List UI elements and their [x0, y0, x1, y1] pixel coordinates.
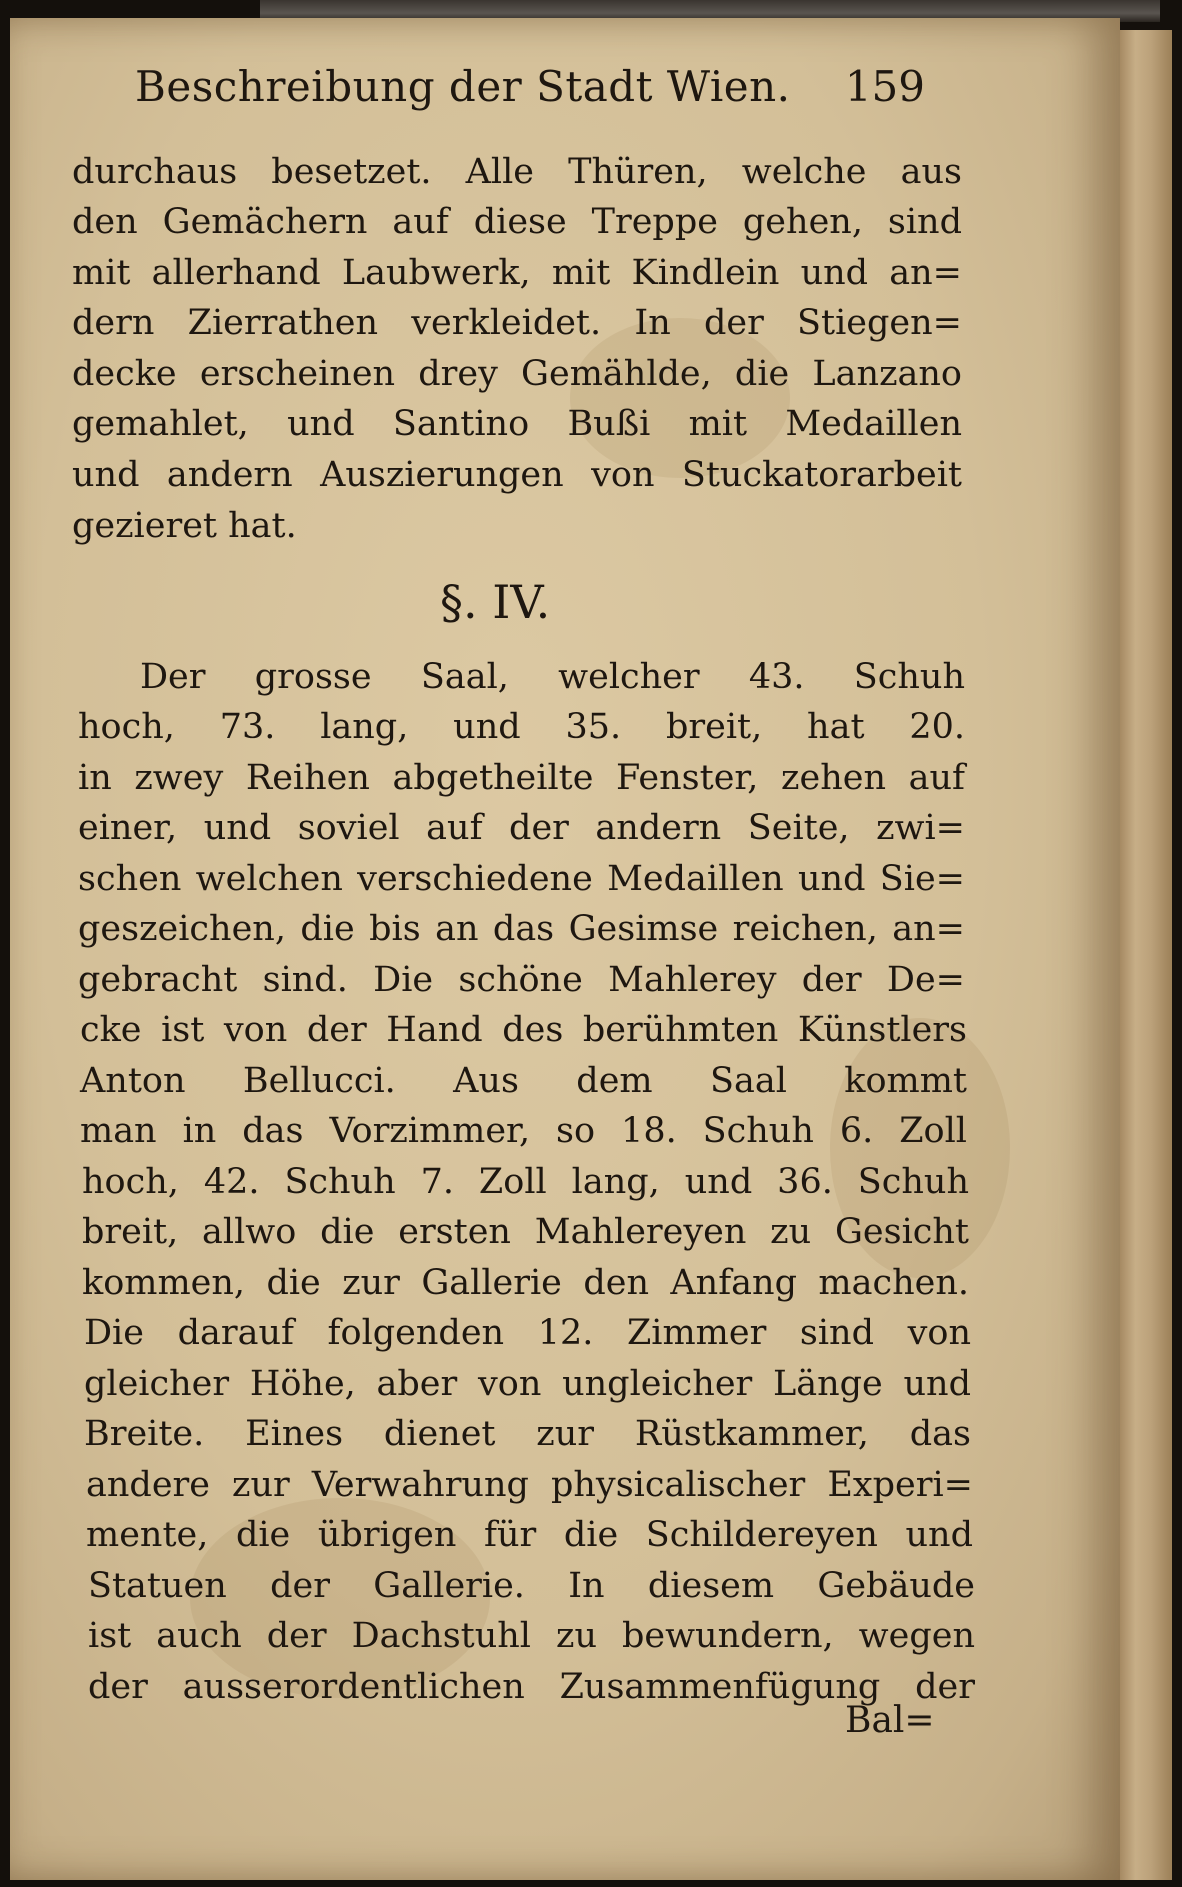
running-title: Beschreibung der Stadt Wien.	[135, 62, 791, 111]
text-line: einer, und soviel auf der andern Seite, zwi=	[78, 808, 965, 848]
text-line: der ausserordentlichen Zusammenfügung der	[88, 1667, 975, 1707]
text-line: hoch, 42. Schuh 7. Zoll lang, und 36. Schuh	[82, 1162, 969, 1202]
text-line: cke ist von der Hand des berühmten Künstlers	[80, 1010, 967, 1050]
page-edge	[1120, 30, 1172, 1880]
text-line-last: gezieret hat.	[72, 506, 297, 546]
text-line: Breite. Eines dienet zur Rüstkammer, das	[84, 1414, 971, 1454]
text-line: und andern Auszierungen von Stuckatorarbeit	[72, 455, 962, 495]
text-line: Die darauf folgenden 12. Zimmer sind von	[84, 1313, 971, 1353]
text-line: hoch, 73. lang, und 35. breit, hat 20.	[78, 707, 965, 747]
text-line: andere zur Verwahrung physicalischer Experi=	[86, 1465, 973, 1505]
text-line: dern Zierrathen verkleidet. In der Stiegen=	[72, 303, 962, 343]
text-line: mit allerhand Laubwerk, mit Kindlein und an=	[72, 253, 962, 293]
text-line: decke erscheinen drey Gemähldе, die Lanzano	[72, 354, 962, 394]
text-line: Der grosse Saal, welcher 43. Schuh	[140, 657, 965, 697]
text-line: Anton Bellucci. Aus dem Saal kommt	[80, 1061, 967, 1101]
text-line: gemahlet, und Santino Bußi mit Medaillen	[72, 404, 962, 444]
text-line: schen welchen verschiedene Medaillen und Sie=	[78, 859, 965, 899]
text-line: man in das Vorzimmer, so 18. Schuh 6. Zoll	[80, 1111, 967, 1151]
text-line: Statuen der Gallerie. In diesem Gebäude	[88, 1566, 975, 1606]
text-line: gleicher Höhe, aber von ungleicher Länge und	[84, 1364, 971, 1404]
running-header	[135, 62, 925, 132]
text-line: mente, die übrigen für die Schildereyen und	[86, 1515, 973, 1555]
text-line: breit, allwo die ersten Mahlereyen zu Gesicht	[82, 1212, 969, 1252]
catchword: Bal=	[845, 1700, 935, 1741]
text-line: gebracht sind. Die schöne Mahlerey der De=	[78, 960, 965, 1000]
text-line: geszeichen, die bis an das Gesimse reichen, an=	[78, 909, 965, 949]
text-line: durchaus besetzet. Alle Thüren, welche aus	[72, 152, 962, 192]
text-line: in zwey Reihen abgetheilte Fenster, zehen auf	[78, 758, 965, 798]
section-heading: §. IV.	[440, 575, 551, 629]
text-line: den Gemächern auf diese Treppe gehen, sind	[72, 202, 962, 242]
text-line: kommen, die zur Gallerie den Anfang machen.	[82, 1263, 969, 1303]
text-line: ist auch der Dachstuhl zu bewundern, wegen	[88, 1616, 975, 1656]
page-number: 159	[844, 62, 925, 111]
